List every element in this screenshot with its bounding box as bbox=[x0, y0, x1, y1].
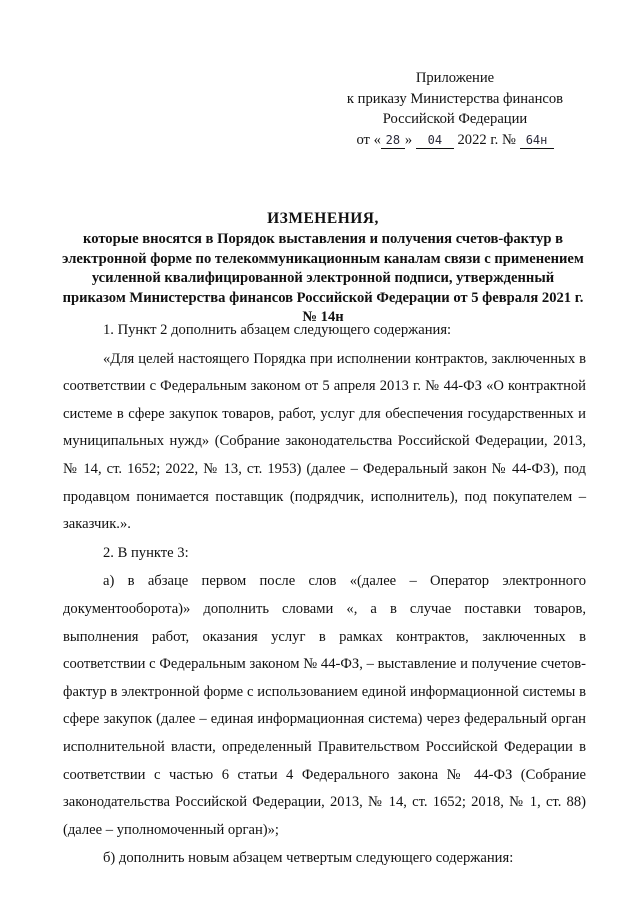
title-subtitle: которые вносятся в Порядок выставления и получения счетов-фактур в электронной форме по телекоммуникационным каналам связи с применением усиленной квалифицированной электронной подписи, утвержденный приказом Министерства финансов Российской Федерации от 5 февраля 2021 г. № 14н bbox=[62, 231, 584, 326]
paragraph-2: «Для целей настоящего Порядка при исполнении контрактов, заключенных в соответствии с Федеральным законом от 5 апреля 2013 г. № 44-ФЗ «О контрактной системе в сфере закупок товаров, работ, услуг для обеспечения государственных и муниципальных нужд» (Собрание законодательства Российской Федерации, 2013, № 14, ст. 1652; 2022, № 13, ст. 1953) (далее – Федеральный закон № 44-ФЗ), под продавцом понимается поставщик (подрядчик, исполнитель), под покупателем – заказчик.». bbox=[63, 350, 586, 533]
paragraph-3: 2. В пункте 3: bbox=[103, 544, 189, 561]
handwritten-day: 28 bbox=[381, 133, 405, 149]
appendix-label: Приложение bbox=[415, 70, 495, 86]
document-title bbox=[60, 208, 586, 328]
document-body bbox=[63, 317, 586, 874]
date-year-text: 2022 г. № bbox=[457, 131, 516, 148]
appendix-order-reference: к приказу Министерства финансов bbox=[346, 90, 564, 107]
paragraph-4: а) в абзаце первом после слов «(далее – Оператор электронного документооборота)» дополнить словами «, а в случае поставки товаров, выполнения работ, оказания услуг в рамках контрактов, заключенных в соответствии с Федеральным законом № 44-ФЗ, – выставление и получение счетов-фактур в электронной форме с использованием единой информационной системы в сфере закупок (далее – единая информационная система) через федеральный орган исполнительной власти, определенный Правительством Российской Федерации в соответствии с частью 6 статьи 4 Федерального закона № 44-ФЗ (Собрание законодательства Российской Федерации, 2013, № 14, ст. 1652; 2018, № 1, ст. 88) (далее – уполномоченный орган)»; bbox=[63, 573, 586, 838]
date-prefix: от « bbox=[356, 131, 381, 148]
paragraph-1: 1. Пункт 2 дополнить абзацем следующего содержания: bbox=[103, 322, 452, 338]
appendix-country: Российской Федерации bbox=[382, 111, 528, 127]
date-quote-close: » bbox=[404, 131, 413, 148]
appendix-date-line bbox=[330, 130, 580, 151]
paragraph-5: б) дополнить новым абзацем четвертым следующего содержания: bbox=[103, 850, 514, 867]
appendix-block bbox=[330, 68, 580, 150]
handwritten-month: 04 bbox=[416, 133, 454, 149]
title-main: ИЗМЕНЕНИЯ, bbox=[267, 210, 379, 227]
handwritten-order-number: 64н bbox=[520, 133, 554, 149]
